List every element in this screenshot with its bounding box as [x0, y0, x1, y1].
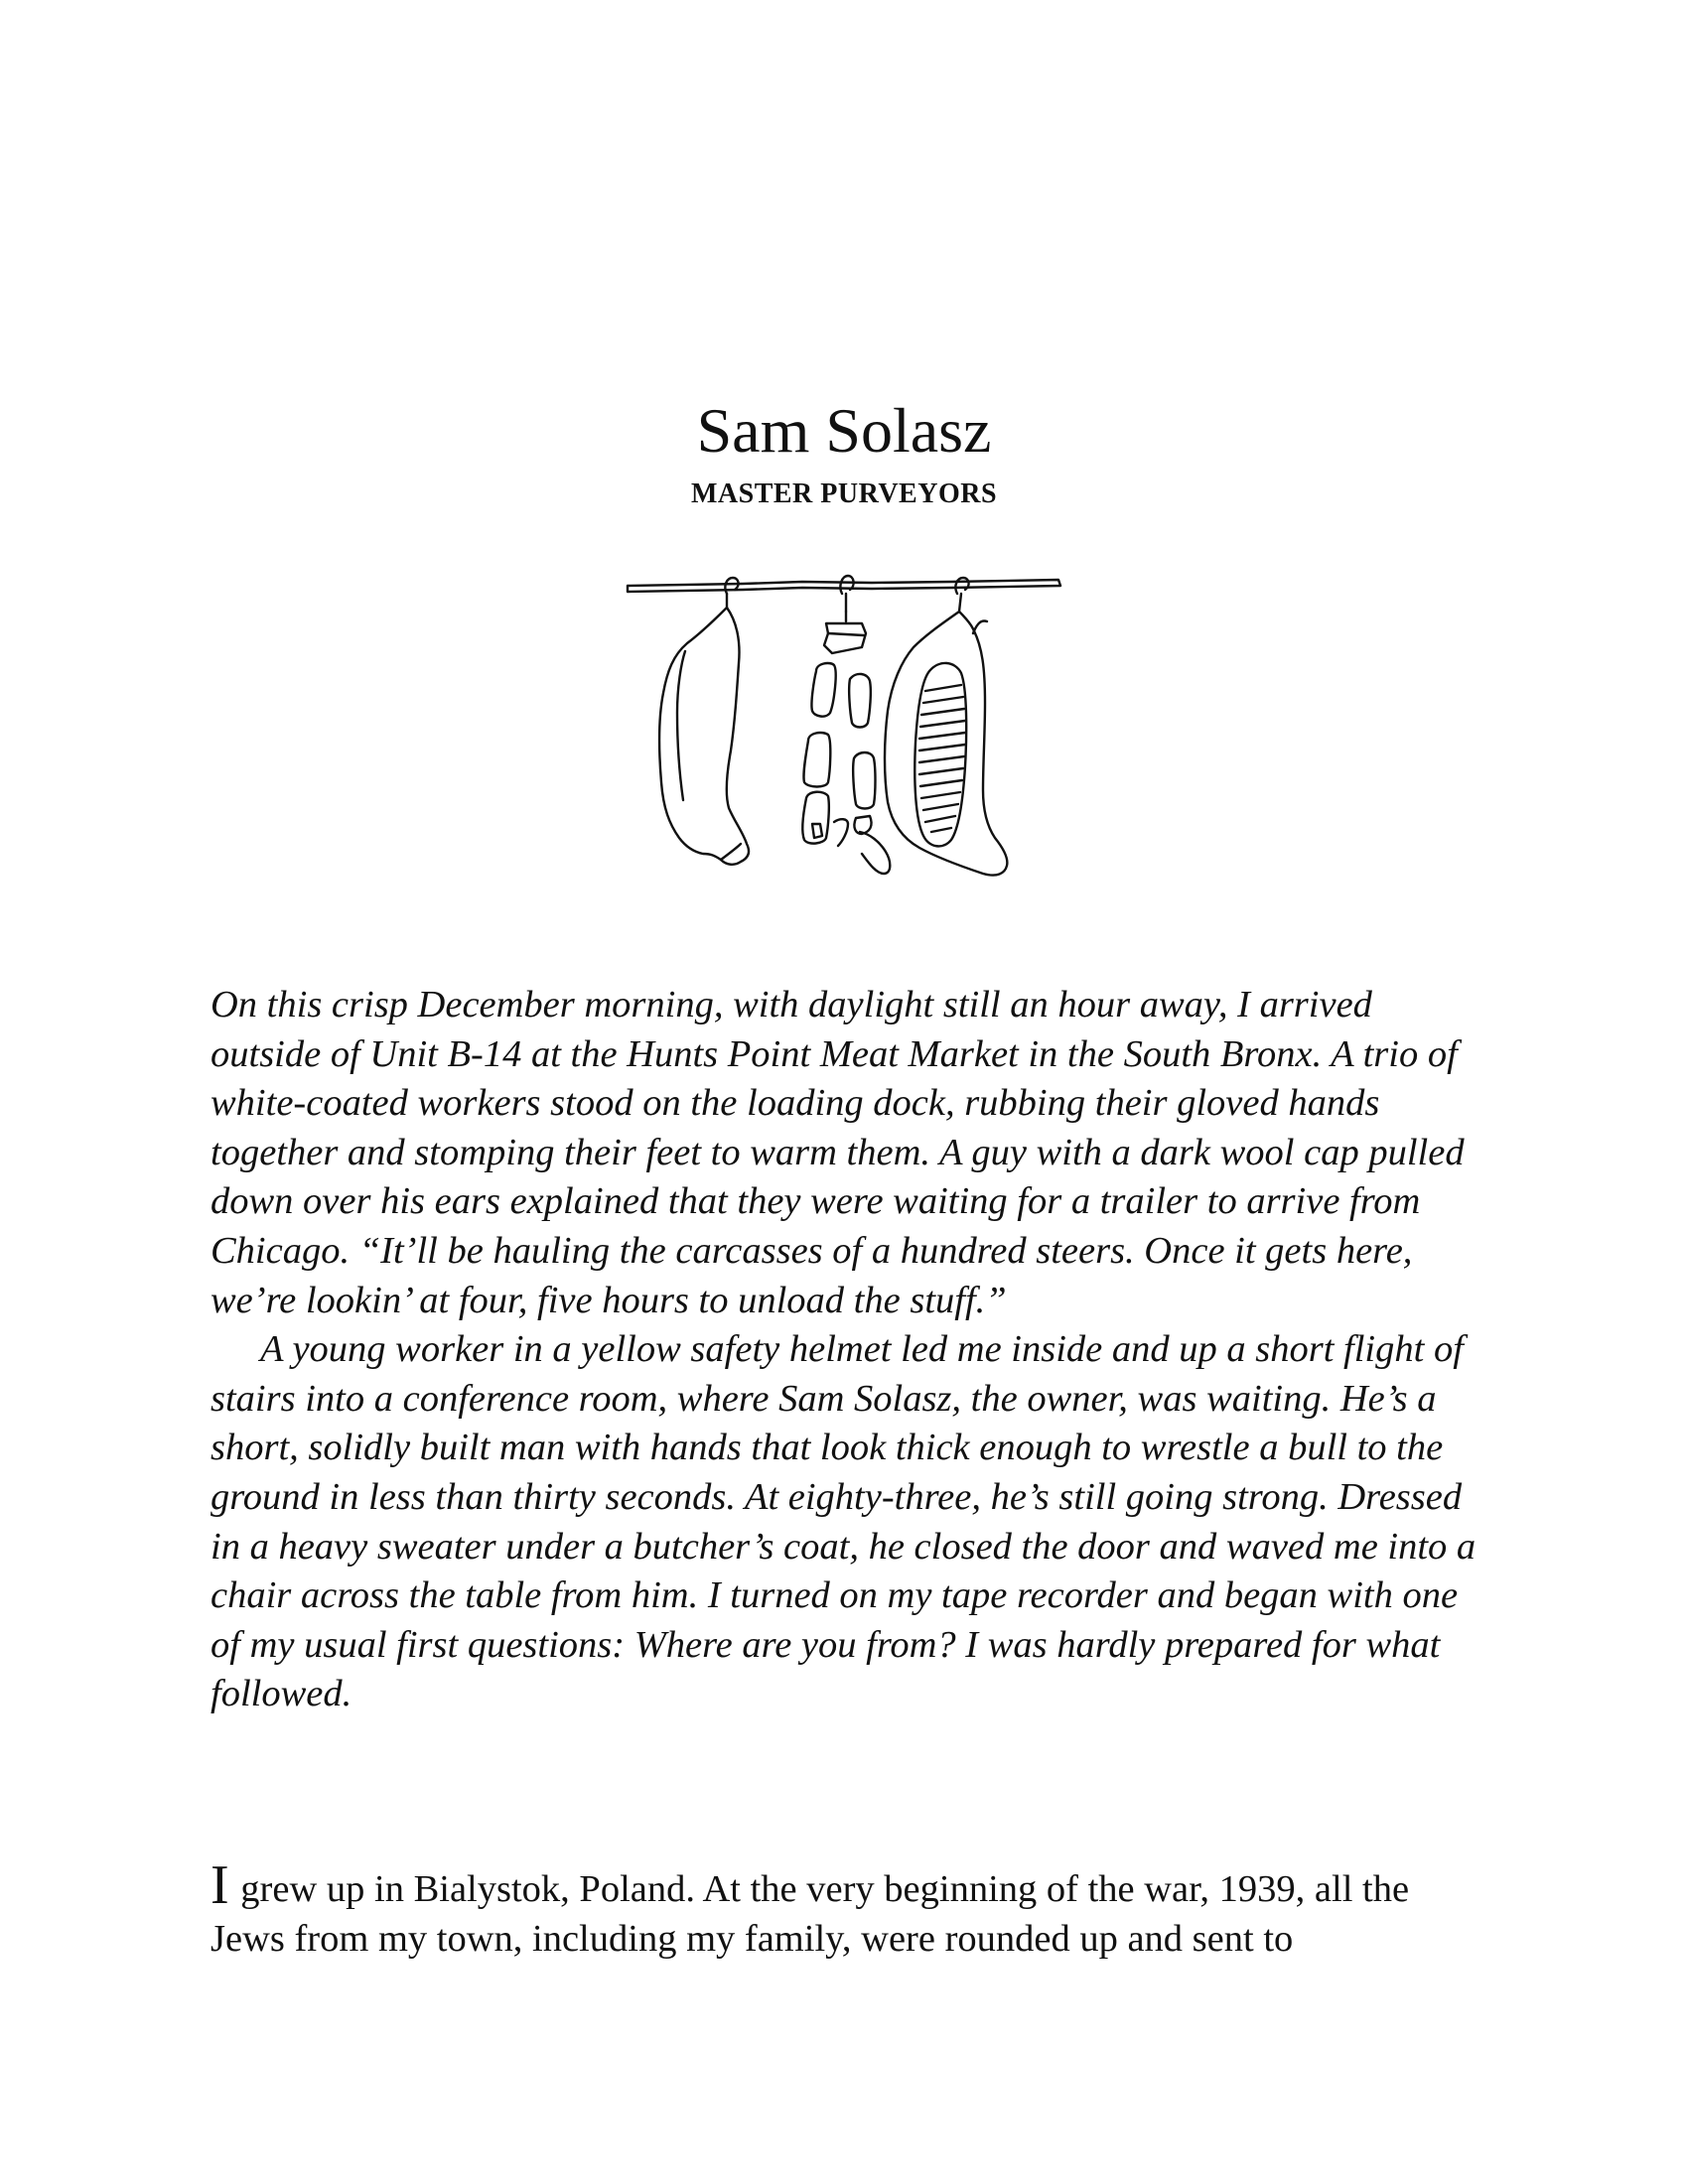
intro-section [211, 981, 1491, 1719]
page-subtitle: MASTER PURVEYORS [690, 478, 998, 509]
page-title: Sam Solasz [696, 395, 992, 466]
body-text: grew up in Bialystok, Poland. At the very beginning of the war, 1939, all the Jews from my town, including my family, were rounded up and sent to [211, 1868, 1410, 1960]
hanging-meat-illustration-icon [624, 564, 1066, 884]
intro-paragraph: A young worker in a yellow safety helmet led me inside and up a short flight of stairs into a conference room, where Sam Solasz, the owner, was waiting. He’s a short, solidly built man with hands that look thick enough to wrestle a bull to the ground in less than thirty seconds. At eighty-three, he’s still going strong. Dressed in a heavy sweater under a butcher’s coat, he closed the door and waved me into a chair across the table from him. I turned on my tape recorder and began with one of my usual first questions: Where are you from? I was hardly prepared for what followed. [211, 1328, 1477, 1715]
intro-paragraph: On this crisp December morning, with daylight still an hour away, I arrived outside of Unit B-14 at the Hunts Point Meat Market in the South Bronx. A trio of white-coated workers stood on the loading dock, rubbing their gloved hands together and stomping their feet to warm them. A guy with a dark wool cap pulled down over his ears explained that they were waiting for a trailer to arrive from Chicago. “It’ll be hauling the carcasses of a hundred steers. Once it gets here, we’re lookin’ at four, five hours to unload the stuff.” [211, 984, 1465, 1321]
body-paragraph [211, 1854, 1491, 1964]
drop-cap: I [211, 1854, 229, 1916]
